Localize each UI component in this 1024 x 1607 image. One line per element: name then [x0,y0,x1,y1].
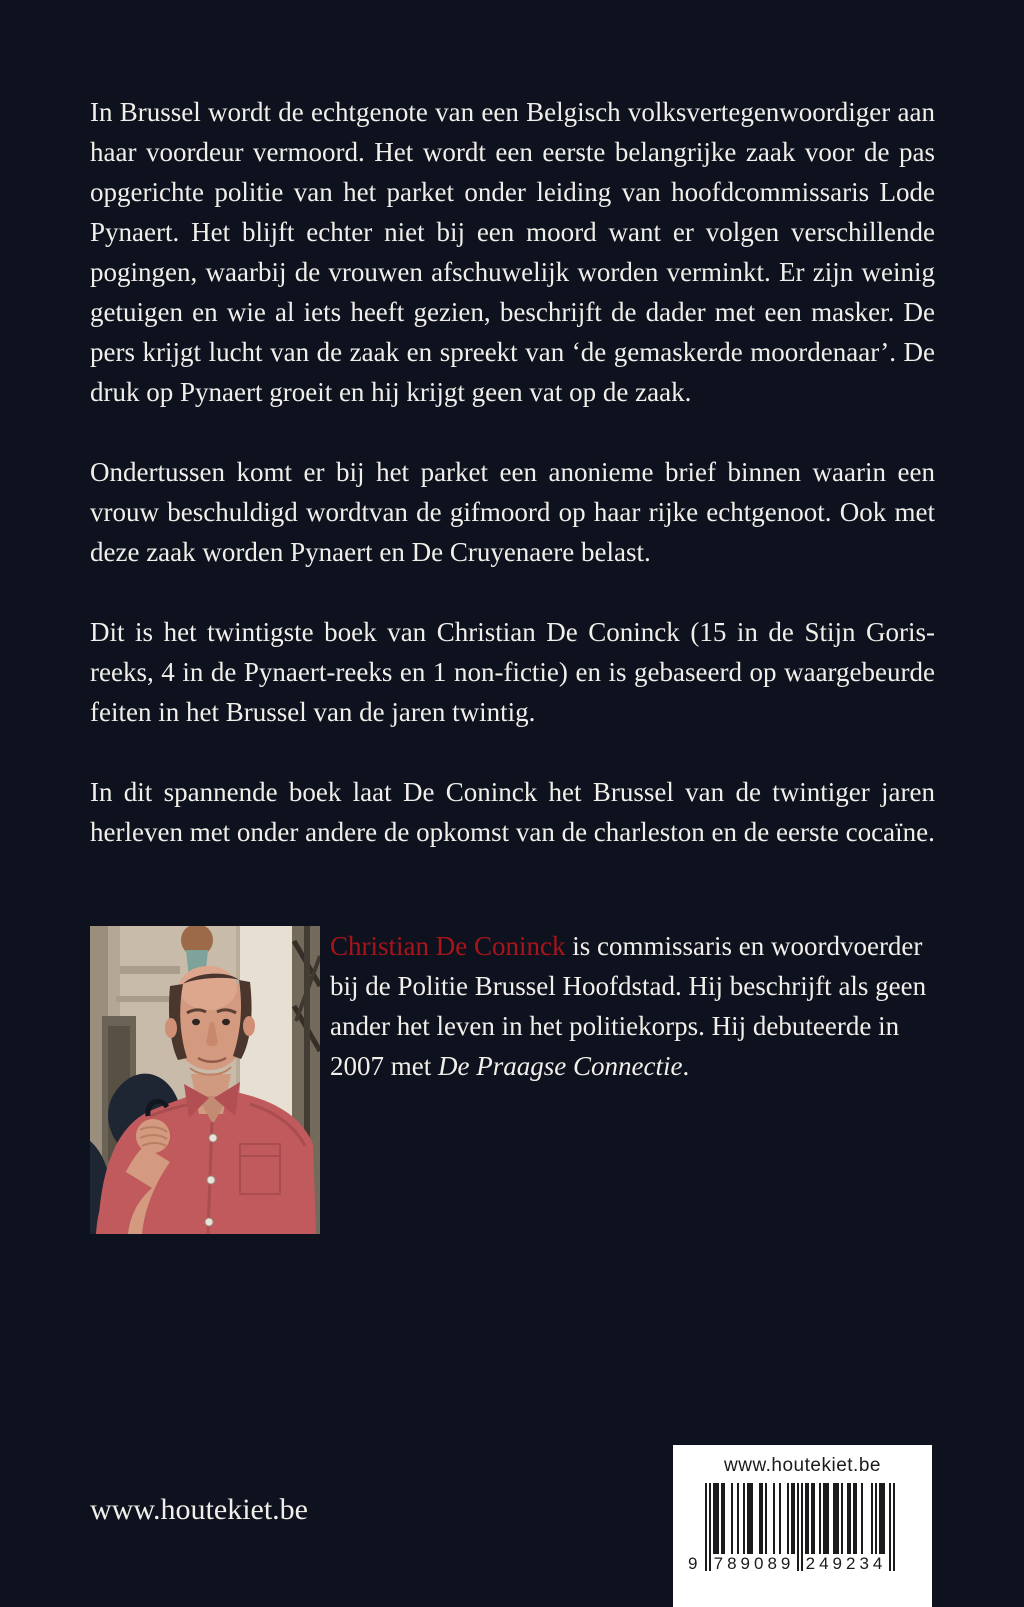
author-bio-text [330,926,935,1086]
bio-body: is commissaris en woordvoerder bij de Politie Brussel Hoofdstad. Hij beschrijft als geen ander het leven in het politiekorps. Hij debuteerde in 2007 met [330,931,927,1081]
barcode-website: www.houtekiet.be [724,1455,881,1476]
publisher-website: www.houtekiet.be [90,1493,308,1526]
author-bio-section [90,926,935,1234]
author-photo-illustration [90,926,320,1234]
synopsis-paragraph-1: In Brussel wordt de echtgenote van een Belgisch volksvertegenwoordiger aan haar voordeur vermoord. Het wordt een eerste belangrijke zaak voor de pas opgerichte politie van het parket onder leiding van hoofdcommissaris Lode Pynaert. Het blijft echter niet bij een moord want er volgen verschillende pogingen, waarbij de vrouwen afschuwelijk worden verminkt. Er zijn weinig getuigen en wie al iets heeft gezien, beschrijft de dader met een masker. De pers krijgt lucht van de zaak en spreekt van ‘de gemaskerde moordenaar’. De druk op Pynaert groeit en hij krijgt geen vat op de zaak. [90,97,935,407]
isbn-digits [688,1554,895,1574]
isbn-first-digit: 9 [688,1554,698,1573]
debut-book-title: De Praagse Connectie [438,1051,683,1081]
author-name: Christian De Coninck [330,931,566,961]
barcode-panel [673,1445,932,1607]
isbn-left-group: 789089 [713,1554,795,1573]
author-photo [90,926,320,1234]
synopsis-paragraph-4: In dit spannende boek laat De Coninck het Brussel van de twintiger jaren herleven met onder andere de opkomst van de charleston en de eerste cocaïne. [90,777,935,847]
barcode [688,1483,895,1579]
bio-end: . [682,1051,690,1081]
synopsis-block [90,92,935,892]
synopsis-paragraph-3: Dit is het twintigste boek van Christian De Coninck (15 in de Stijn Goris-reeks, 4 in de Pynaert-reeks en 1 non-fictie) en is gebaseerd op waargebeurde feiten in het Brussel van de jaren twintig. [90,617,935,727]
synopsis-paragraph-2: Ondertussen komt er bij het parket een anonieme brief binnen waarin een vrouw beschuldigd wordtvan de gifmoord op haar rijke echtgenoot. Ook met deze zaak worden Pynaert en De Cruyenaere belast. [90,457,935,567]
isbn-right-group: 249234 [805,1554,887,1573]
